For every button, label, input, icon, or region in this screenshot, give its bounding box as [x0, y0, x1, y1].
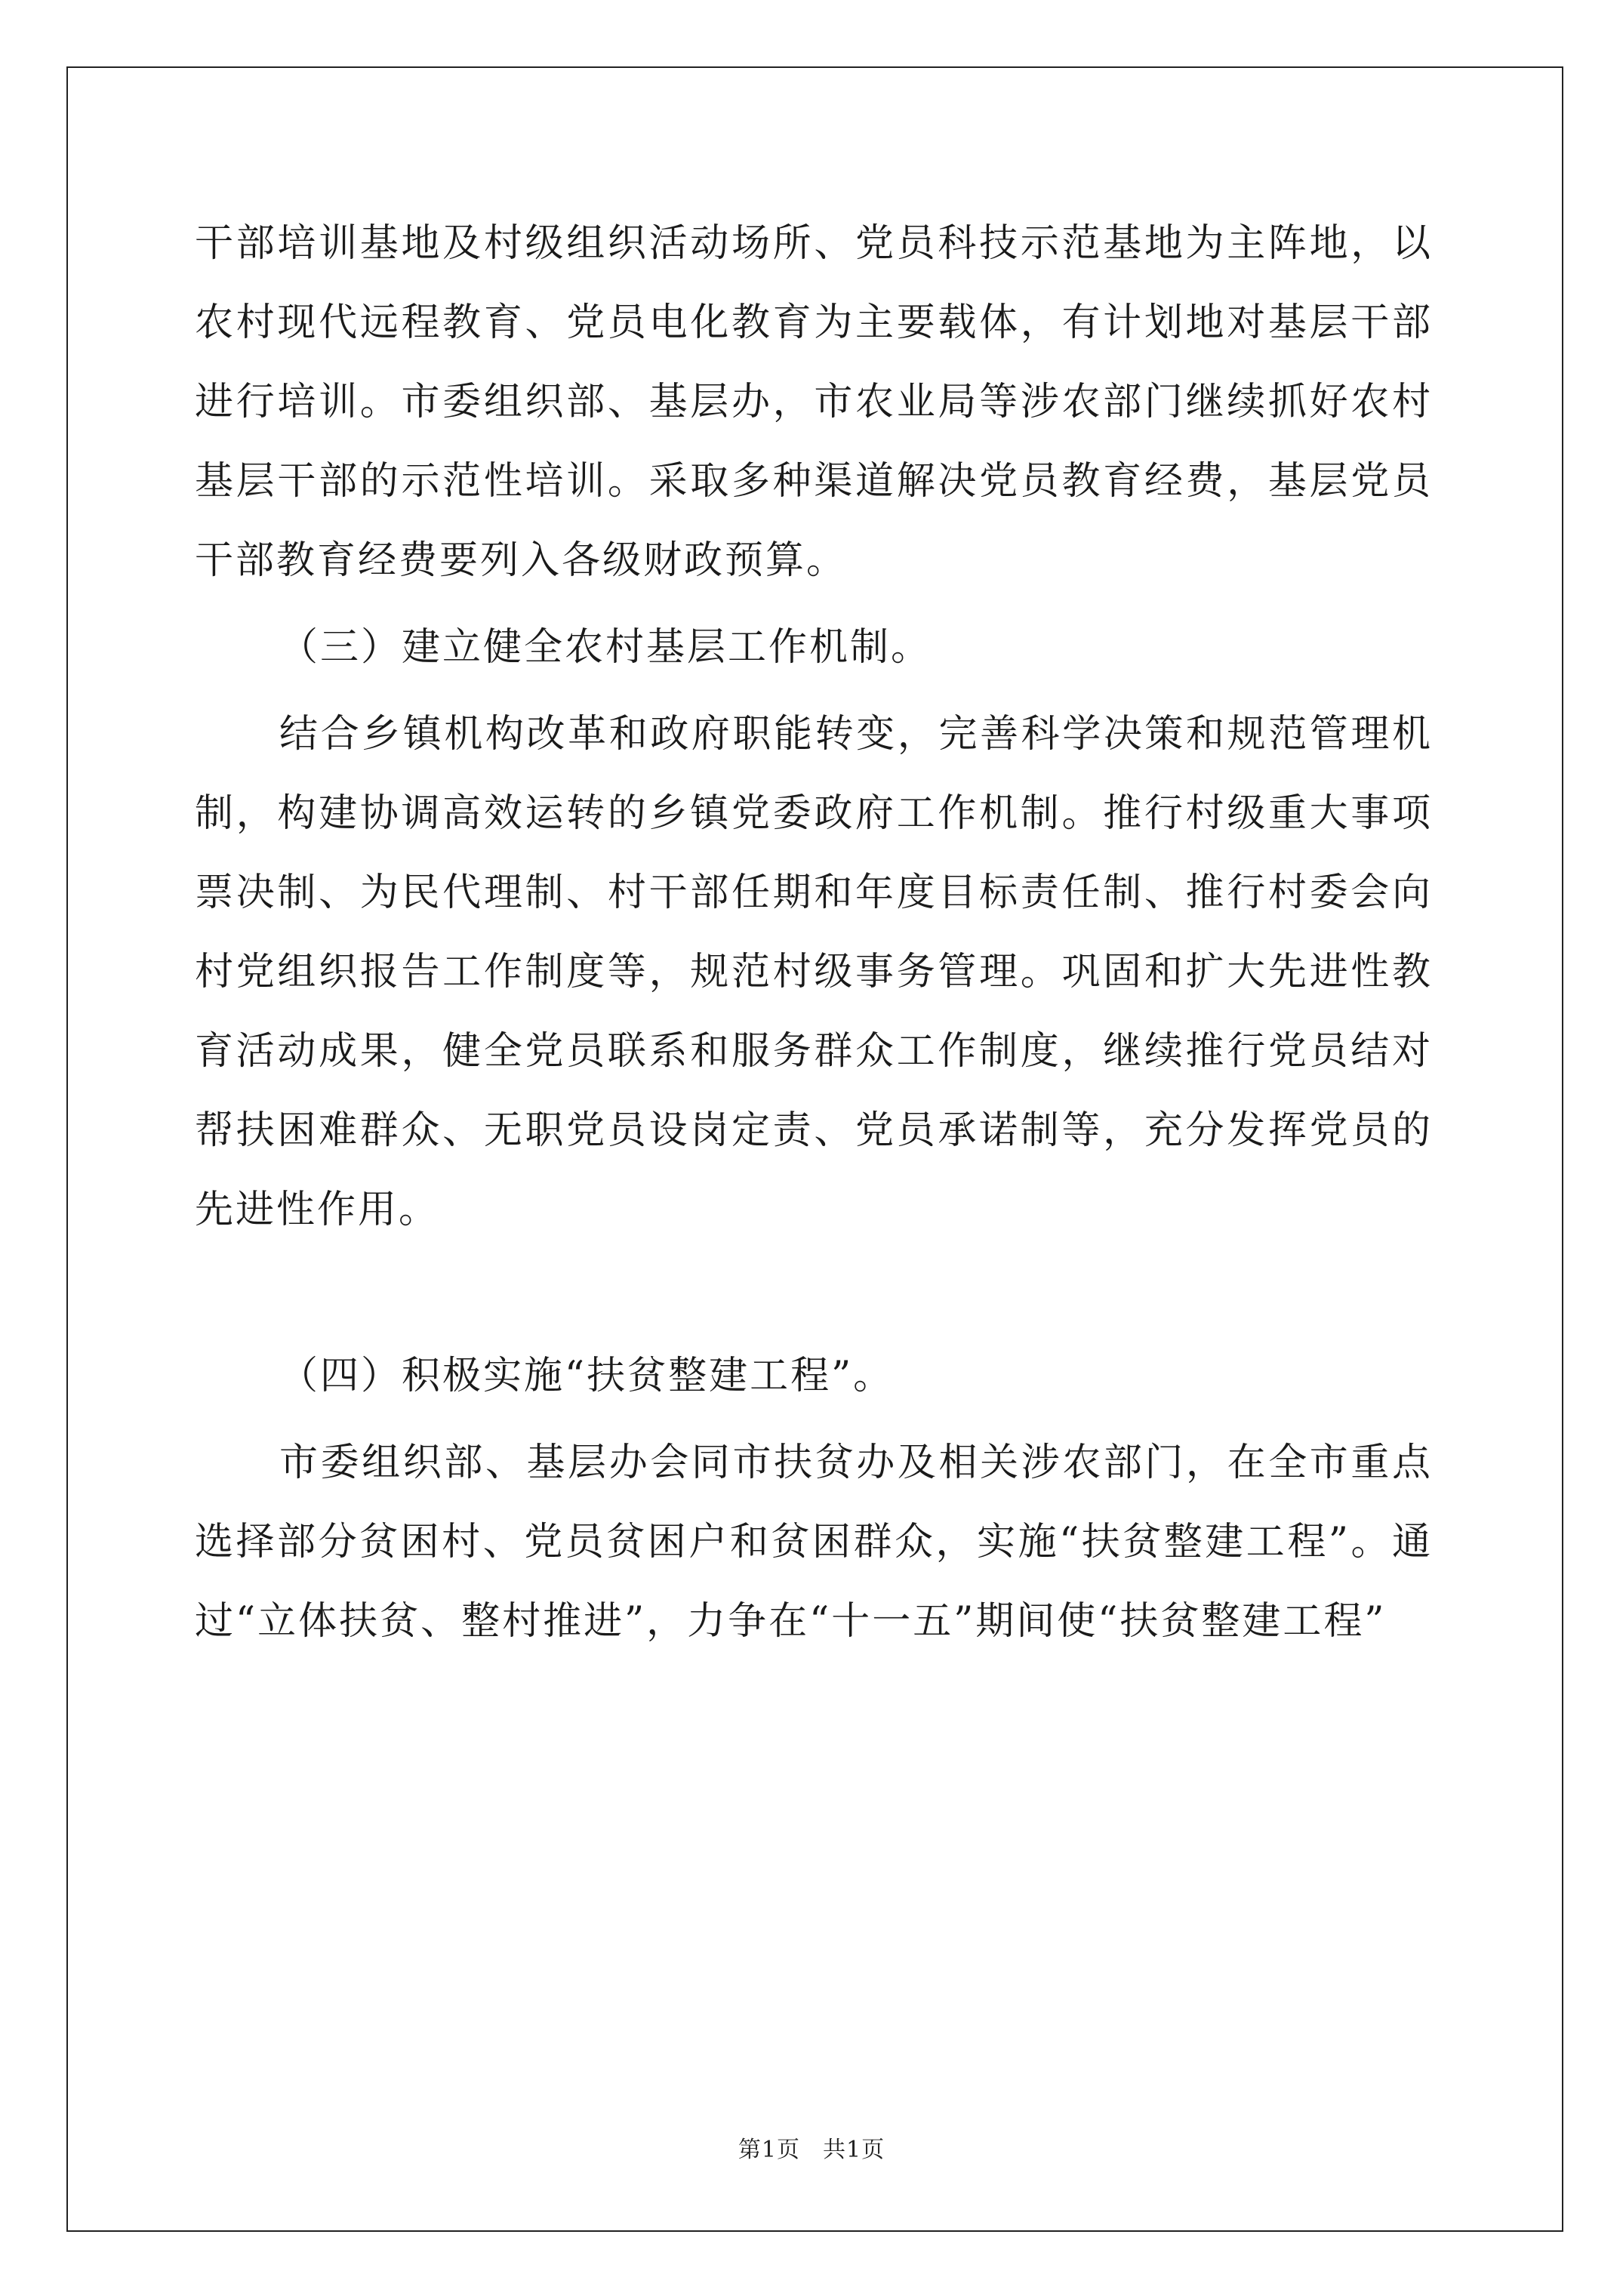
paragraph-section-4: 市委组织部、基层办会同市扶贫办及相关涉农部门，在全市重点选择部分贫困村、党员贫困户和贫困群众，实施“扶贫整建工程”。通过“立体扶贫、整村推进”，力争在“十一五”期间使“扶贫整建工程” — [195, 1441, 1433, 1644]
section-heading-4: （四）积极实施“扶贫整建工程”。 — [279, 1354, 895, 1398]
section-heading-3: （三）建立健全农村基层工作机制。 — [279, 625, 932, 670]
paragraph-section-3: 结合乡镇机构改革和政府职能转变，完善科学决策和规范管理机制，构建协调高效运转的乡镇党委政府工作机制。推行村级重大事项票决制、为民代理制、村干部任期和年度目标责任制、推行村委会向村党组织报告工作制度等，规范村级事务管理。巩固和扩大先进性教育活动成果，健全党员联系和服务群众工作制度，继续推行党员结对帮扶困难群众、无职党员设岗定责、党员承诺制等，充分发挥党员的先进性作用。 — [195, 712, 1433, 1232]
document-body — [195, 204, 1433, 1661]
paragraph-continued: 干部培训基地及村级组织活动场所、党员科技示范基地为主阵地，以农村现代远程教育、党员电化教育为主要载体，有计划地对基层干部进行培训。市委组织部、基层办，市农业局等涉农部门继续抓好农村基层干部的示范性培训。采取多种渠道解决党员教育经费，基层党员干部教育经费要列入各级财政预算。 — [195, 221, 1433, 583]
page-total: 共1页 — [823, 2137, 885, 2163]
page-number: 第1页 — [738, 2137, 800, 2163]
page-footer — [0, 2131, 1623, 2164]
